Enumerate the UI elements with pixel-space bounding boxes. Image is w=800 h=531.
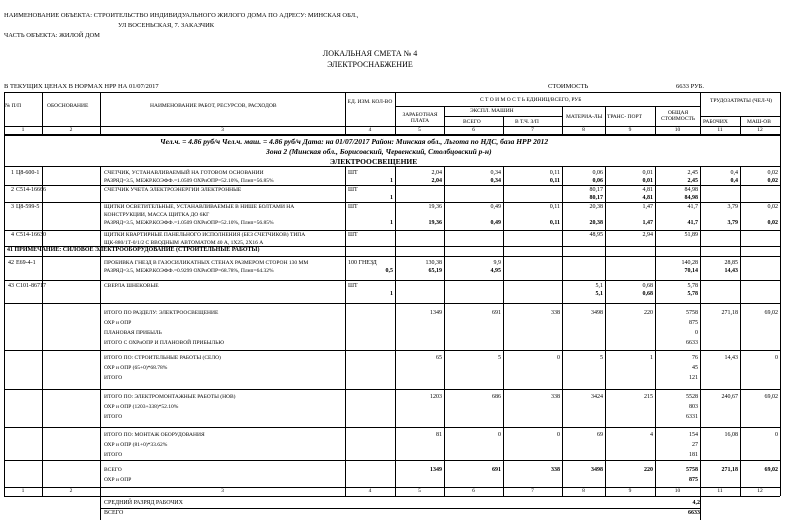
item-qty: 1 bbox=[390, 291, 393, 297]
item-code: Ц8-599-5 bbox=[16, 204, 40, 210]
item-name: ПРОБИВКА ГНЕЗД В ГАЗОСИЛИКАТНЫХ СТЕНАХ РАЗМЕРОМ СТОРОН 130 ММ bbox=[104, 260, 309, 266]
value-cell: 41,7 bbox=[687, 220, 698, 226]
total-value: 16,08 bbox=[724, 432, 738, 438]
item-code: С514-16666 bbox=[16, 187, 46, 193]
value-cell: 0,11 bbox=[549, 204, 560, 210]
avg-rank-label: СРЕДНИЙ РАЗРЯД РАБОЧИХ bbox=[104, 500, 183, 506]
total-value: 69 bbox=[597, 432, 603, 438]
grand-total-value: 338 bbox=[551, 467, 560, 473]
total-value: 4 bbox=[650, 432, 653, 438]
total-extra-value: 6331 bbox=[686, 414, 698, 420]
value-cell: 2,45 bbox=[687, 170, 698, 176]
column-number: 8 bbox=[582, 488, 585, 494]
value-cell: 0,06 bbox=[592, 178, 603, 184]
col-border bbox=[780, 166, 781, 487]
item-qty: 1 bbox=[390, 195, 393, 201]
value-cell: 0,02 bbox=[767, 170, 778, 176]
total-value: 0 bbox=[775, 432, 778, 438]
value-cell: 51,89 bbox=[684, 232, 698, 238]
col-machines: ЭКСПЛ. МАШИН bbox=[470, 108, 514, 114]
value-cell: 0,11 bbox=[549, 170, 560, 176]
total-extra-value: 0 bbox=[695, 330, 698, 336]
column-number: 3 bbox=[221, 127, 224, 133]
item-qty: 1 bbox=[390, 178, 393, 184]
col-total: ОБЩАЯ СТОИМОСТЬ bbox=[660, 110, 695, 122]
total-extra-value: 6633 bbox=[686, 340, 698, 346]
estimate-title: ЛОКАЛЬНАЯ СМЕТА № 4 bbox=[322, 49, 418, 58]
item-number: 43 bbox=[8, 283, 14, 289]
total-value: 69,02 bbox=[764, 394, 778, 400]
item-coef: РАЗРЯД=3.5, МЕЖР.КОЭФФ.=1.0509 ОХРиОПР=52.10%, Плнп=56.85% bbox=[104, 220, 274, 226]
total-value: 5528 bbox=[686, 394, 698, 400]
col-border bbox=[700, 496, 701, 520]
total-value: 0 bbox=[557, 432, 560, 438]
col-border bbox=[4, 166, 5, 487]
total-value: 271,18 bbox=[721, 310, 738, 316]
total-value: 240,67 bbox=[721, 394, 738, 400]
item-code: Ц8-600-1 bbox=[16, 170, 40, 176]
grand-total-value: 691 bbox=[492, 467, 501, 473]
footer-total-value: 6633 bbox=[688, 510, 700, 516]
column-number: 10 bbox=[674, 488, 681, 494]
value-cell: 0,01 bbox=[642, 170, 653, 176]
value-cell: 84,98 bbox=[684, 187, 698, 193]
total-extra-label: ИТОГО bbox=[104, 452, 123, 458]
item-unit: 100 ГНЕЗД bbox=[348, 260, 377, 266]
col-border bbox=[700, 166, 701, 487]
total-extra-label: ИТОГО С ОХРиОПР И ПЛАНОВОЙ ПРИБЫЛЬЮ bbox=[104, 340, 225, 346]
row-border bbox=[4, 427, 780, 428]
value-cell: 2,04 bbox=[431, 170, 442, 176]
row-border bbox=[4, 202, 780, 203]
col-mach-total: ВСЕГО bbox=[463, 119, 481, 125]
column-number: 5 bbox=[418, 488, 421, 494]
column-number: 4 bbox=[368, 127, 372, 133]
total-value: 5 bbox=[498, 355, 501, 361]
object-name: НАИМЕНОВАНИЕ ОБЪЕКТА: СТРОИТЕЛЬСТВО ИНДИВИДУАЛЬНОГО ЖИЛОГО ДОМА ПО АДРЕСУ: МИНСКАЯ ОБЛ., bbox=[4, 12, 359, 19]
row-border bbox=[100, 508, 700, 509]
column-number: 10 bbox=[674, 127, 681, 133]
col-border bbox=[42, 166, 43, 487]
value-cell: 0,34 bbox=[490, 170, 501, 176]
total-value: 3498 bbox=[591, 310, 603, 316]
col-code: ОБОСНОВАНИЕ bbox=[47, 103, 89, 109]
item-name: СЧЕТЧИК УЧЕТА ЭЛЕКТРОЭНЕРГИИ ЭЛЕКТРОННЫЕ bbox=[104, 187, 242, 193]
column-number: 7 bbox=[531, 488, 534, 494]
grand-total-value: 220 bbox=[644, 467, 653, 473]
column-number: 5 bbox=[418, 127, 421, 133]
total-value: 14,43 bbox=[724, 355, 738, 361]
item-number: 1 bbox=[11, 170, 14, 176]
total-value: 154 bbox=[689, 432, 698, 438]
value-cell: 2,45 bbox=[687, 178, 698, 184]
grand-ohr-value: 875 bbox=[689, 477, 698, 483]
item-code: С514-16630 bbox=[16, 232, 46, 238]
value-cell: 0,4 bbox=[730, 170, 738, 176]
value-cell: 0,02 bbox=[767, 204, 778, 210]
total-value: 1349 bbox=[430, 310, 442, 316]
value-cell: 4,81 bbox=[642, 195, 653, 201]
total-extra-label: ИТОГО bbox=[104, 414, 123, 420]
value-cell: 0,49 bbox=[490, 220, 501, 226]
value-cell: 0,4 bbox=[730, 178, 738, 184]
total-value: 220 bbox=[644, 310, 653, 316]
total-extra-label: ОХР и ОПР bbox=[104, 320, 132, 326]
grand-total-value: 5758 bbox=[686, 467, 698, 473]
estimate-subtitle: ЭЛЕКТРОСНАБЖЕНИЕ bbox=[327, 60, 413, 69]
avg-rank-value: 4,2 bbox=[692, 500, 700, 506]
total-value: 338 bbox=[551, 394, 560, 400]
item-unit: ШТ bbox=[348, 232, 358, 238]
total-value: 76 bbox=[692, 355, 698, 361]
total-extra-value: 27 bbox=[692, 442, 698, 448]
total-label: ИТОГО ПО: МОНТАЖ ОБОРУДОВАНИЯ bbox=[104, 432, 205, 438]
value-cell: 65,19 bbox=[428, 268, 442, 274]
item-coef: РАЗРЯД=3.5, МЕЖР.КОЭФФ.=1.0509 ОХРиОПР=52.10%, Плнп=56.85% bbox=[104, 178, 274, 184]
value-cell: 84,98 bbox=[684, 195, 698, 201]
total-value: 1203 bbox=[430, 394, 442, 400]
col-transport: ТРАНС- ПОРТ bbox=[607, 114, 642, 120]
row-border bbox=[4, 230, 780, 231]
value-cell: 0,02 bbox=[767, 220, 778, 226]
col-border bbox=[345, 166, 346, 487]
col-cost-group: С Т О И М О С Т Ь ЕДИНИЦ/ВСЕГО, РУБ bbox=[480, 97, 582, 103]
column-number: 4 bbox=[368, 488, 372, 494]
total-extra-label: ОХР и ОПР (81+0)*33.62% bbox=[104, 442, 168, 448]
object-part: ЧАСТЬ ОБЪЕКТА: ЖИЛОЙ ДОМ bbox=[4, 32, 100, 39]
item-unit: ШТ bbox=[348, 170, 358, 176]
value-cell: 0,02 bbox=[767, 178, 778, 184]
total-label: ИТОГО ПО РАЗДЕЛУ: ЭЛЕКТРООСВЕЩЕНИЕ bbox=[104, 310, 219, 316]
column-number: 11 bbox=[717, 127, 723, 133]
item-unit: ШТ bbox=[348, 204, 358, 210]
value-cell: 20,38 bbox=[589, 220, 603, 226]
object-address: УЛ ВОСЕНЬСКАЯ, 7. ЗАКАЗЧИК bbox=[118, 22, 215, 29]
item-name: ЩИТКИ КВАРТИРНЫЕ ПАНЕЛЬНОГО ИСПОЛНЕНИЯ (БЕЗ СЧЕТЧИКОВ) ТИПА bbox=[104, 232, 306, 238]
footer-total-label: ВСЕГО bbox=[104, 510, 124, 516]
column-number: 11 bbox=[717, 488, 723, 494]
row-border bbox=[4, 185, 780, 186]
value-cell: 0,06 bbox=[592, 170, 603, 176]
rates-line: Чел.ч. = 4.86 руб/ч Чел.ч. маш. = 4.86 руб/ч Дата: на 01/07/2017 Район: Минская обл., Льгота по НДС, база НРР 2012 bbox=[160, 137, 549, 146]
col-border bbox=[780, 487, 781, 496]
grand-ohr-label: ОХР и ОПР bbox=[104, 477, 132, 483]
total-value: 338 bbox=[551, 310, 560, 316]
item-qty: 0,5 bbox=[385, 268, 393, 274]
col-labor-group: ТРУДОЗАТРАТЫ (ЧЕЛ-Ч) bbox=[710, 98, 772, 104]
col-border bbox=[395, 166, 396, 487]
item-number: 3 bbox=[11, 204, 14, 210]
total-value: 0 bbox=[557, 355, 560, 361]
total-value: 5758 bbox=[686, 310, 698, 316]
total-value: 0 bbox=[498, 432, 501, 438]
total-value: 686 bbox=[492, 394, 501, 400]
value-cell: 140,28 bbox=[681, 260, 698, 266]
value-cell: 0,11 bbox=[549, 220, 560, 226]
column-number: 6 bbox=[472, 488, 475, 494]
item-name-cont: ЩК-880/1Т-0/1/2 С ВВОДНЫМ АВТОМАТОМ 40 А, 1X25, 2X16 А bbox=[104, 240, 264, 246]
row-border bbox=[4, 389, 780, 390]
column-number: 1 bbox=[21, 127, 25, 133]
value-cell: 0,68 bbox=[642, 291, 653, 297]
column-number: 2 bbox=[69, 127, 73, 133]
cost-value: 6633 РУБ. bbox=[676, 83, 705, 90]
total-extra-label: ОХР и ОПР (65+0)*68.78% bbox=[104, 365, 168, 371]
total-value: 5 bbox=[600, 355, 603, 361]
total-extra-value: 181 bbox=[689, 452, 698, 458]
col-num: № П/П bbox=[5, 103, 22, 109]
column-number: 6 bbox=[472, 127, 475, 133]
row-border bbox=[4, 303, 780, 304]
item-number: 42 bbox=[8, 260, 14, 266]
total-extra-value: 121 bbox=[689, 375, 698, 381]
value-cell: 80,17 bbox=[589, 195, 603, 201]
column-number: 2 bbox=[69, 488, 73, 494]
prices-note: В ТЕКУЩИХ ЦЕНАХ В НОРМАХ НРР НА 01/07/2017 bbox=[4, 83, 159, 90]
column-number: 9 bbox=[628, 488, 632, 494]
total-value: 65 bbox=[436, 355, 442, 361]
item-unit: ШТ bbox=[348, 283, 358, 289]
total-label: ИТОГО ПО: ЭЛЕКТРОМОНТАЖНЫЕ РАБОТЫ (НОВ) bbox=[104, 394, 236, 400]
item-code: С101-86717 bbox=[16, 283, 46, 289]
value-cell: 41,7 bbox=[687, 204, 698, 210]
value-cell: 2,94 bbox=[642, 232, 653, 238]
col-mach-zp: В Т.Ч. З/П bbox=[515, 119, 539, 125]
value-cell: 4,81 bbox=[642, 187, 653, 193]
row-border bbox=[4, 280, 780, 281]
item-name: СВЕРЛА ШНЕКОВЫЕ bbox=[104, 283, 159, 289]
total-label: ИТОГО ПО: СТРОИТЕЛЬНЫЕ РАБОТЫ (СЕЛО) bbox=[104, 355, 221, 361]
value-cell: 19,36 bbox=[428, 220, 442, 226]
value-cell: 5,78 bbox=[687, 283, 698, 289]
col-border bbox=[4, 134, 5, 166]
section-subtitle: 41 ПРИМЕЧАНИЕ: СИЛОВОЕ ЭЛЕКТРООБОРУДОВАНИЕ (СТРОИТЕЛЬНЫЕ РАБОТЫ) bbox=[7, 247, 260, 253]
row-border bbox=[4, 496, 780, 497]
value-cell: 5,1 bbox=[595, 283, 603, 289]
value-cell: 130,38 bbox=[425, 260, 442, 266]
item-number: 2 bbox=[11, 187, 14, 193]
value-cell: 5,1 bbox=[595, 291, 603, 297]
total-value: 215 bbox=[644, 394, 653, 400]
grand-total-value: 1349 bbox=[430, 467, 442, 473]
grand-total-value: 69,02 bbox=[764, 467, 778, 473]
grand-total-label: ВСЕГО bbox=[104, 467, 122, 473]
column-number: 1 bbox=[21, 488, 25, 494]
item-number: 4 bbox=[11, 232, 14, 238]
total-extra-label: ОХР и ОПР (1203+338)*52.10% bbox=[104, 404, 179, 410]
column-number: 12 bbox=[757, 127, 763, 133]
col-salary: ЗАРАБОТНАЯ ПЛАТА bbox=[402, 112, 438, 124]
column-number: 12 bbox=[757, 488, 763, 494]
row-border bbox=[4, 135, 780, 136]
total-extra-value: 803 bbox=[689, 404, 698, 410]
value-cell: 5,78 bbox=[687, 291, 698, 297]
value-cell: 0,01 bbox=[642, 178, 653, 184]
value-cell: 0,49 bbox=[490, 204, 501, 210]
item-unit: ШТ bbox=[348, 187, 358, 193]
total-extra-value: 45 bbox=[692, 365, 698, 371]
col-machinists: МАШ-ОВ bbox=[747, 119, 771, 125]
column-number: 3 bbox=[221, 488, 224, 494]
col-border bbox=[655, 166, 656, 487]
total-value: 3424 bbox=[591, 394, 603, 400]
column-number: 8 bbox=[582, 127, 585, 133]
total-value: 0 bbox=[775, 355, 778, 361]
row-border bbox=[4, 460, 780, 461]
grand-total-value: 3498 bbox=[591, 467, 603, 473]
item-coef: РАЗРЯД=3.5, МЕЖР.КОЭФФ.=0.9299 ОХРиОПР=68.78%, Плнп=64.32% bbox=[104, 268, 274, 274]
grand-total-value: 271,18 bbox=[721, 467, 738, 473]
value-cell: 1,47 bbox=[642, 204, 653, 210]
row-border bbox=[4, 350, 780, 351]
value-cell: 3,79 bbox=[727, 220, 738, 226]
total-extra-label: ИТОГО bbox=[104, 375, 123, 381]
item-name-cont: КОНСТРУКЦИИ, МАССА ЩИТКА ДО 6КГ bbox=[104, 212, 210, 218]
row-border bbox=[4, 166, 780, 167]
value-cell: 28,85 bbox=[724, 260, 738, 266]
row-border bbox=[4, 246, 780, 247]
col-border bbox=[562, 166, 563, 487]
item-qty: 1 bbox=[390, 220, 393, 226]
total-extra-label: ПЛАНОВАЯ ПРИБЫЛЬ bbox=[104, 330, 162, 336]
value-cell: 0,11 bbox=[549, 178, 560, 184]
col-border bbox=[444, 166, 445, 487]
column-number: 9 bbox=[628, 127, 632, 133]
col-workers: РАБОЧИХ bbox=[703, 119, 728, 125]
value-cell: 19,36 bbox=[428, 204, 442, 210]
column-number: 7 bbox=[531, 127, 534, 133]
cost-label: СТОИМОСТЬ bbox=[548, 83, 589, 90]
value-cell: 48,95 bbox=[589, 232, 603, 238]
item-code: Е69-4-1 bbox=[16, 260, 36, 266]
section-title: ЭЛЕКТРООСВЕЩЕНИЕ bbox=[330, 157, 418, 166]
total-value: 1 bbox=[650, 355, 653, 361]
col-name: НАИМЕНОВАНИЕ РАБОТ, РЕСУРСОВ, РАСХОДОВ bbox=[150, 103, 277, 109]
value-cell: 1,47 bbox=[642, 220, 653, 226]
value-cell: 80,17 bbox=[589, 187, 603, 193]
value-cell: 9,9 bbox=[493, 260, 501, 266]
col-border bbox=[605, 166, 606, 487]
total-extra-value: 875 bbox=[689, 320, 698, 326]
item-name: СЧЕТЧИК, УСТАНАВЛИВАЕМЫЙ НА ГОТОВОМ ОСНОВАНИИ bbox=[104, 170, 264, 176]
value-cell: 3,79 bbox=[727, 204, 738, 210]
zone-line: Зона 2 (Минская обл., Борисовский, Червенский, Столбцовский р-н) bbox=[266, 147, 492, 156]
col-border bbox=[780, 134, 781, 166]
value-cell: 70,14 bbox=[684, 268, 698, 274]
value-cell: 20,38 bbox=[589, 204, 603, 210]
value-cell: 0,68 bbox=[642, 283, 653, 289]
value-cell: 4,95 bbox=[490, 268, 501, 274]
value-cell: 2,04 bbox=[431, 178, 442, 184]
total-value: 691 bbox=[492, 310, 501, 316]
col-border bbox=[740, 166, 741, 487]
item-name: ЩИТКИ ОСВЕТИТЕЛЬНЫЕ, УСТАНАВЛИВАЕМЫЕ В НИШЕ БОЛТАМИ НА bbox=[104, 204, 295, 210]
total-value: 81 bbox=[436, 432, 442, 438]
col-materials: МАТЕРИА-ЛЫ bbox=[566, 114, 603, 120]
value-cell: 0,34 bbox=[490, 178, 501, 184]
value-cell: 14,43 bbox=[724, 268, 738, 274]
row-border bbox=[4, 256, 780, 257]
col-border bbox=[503, 166, 504, 487]
total-value: 69,02 bbox=[764, 310, 778, 316]
col-unit: ЕД. ИЗМ. КОЛ-ВО bbox=[347, 99, 393, 105]
col-border bbox=[100, 166, 101, 487]
